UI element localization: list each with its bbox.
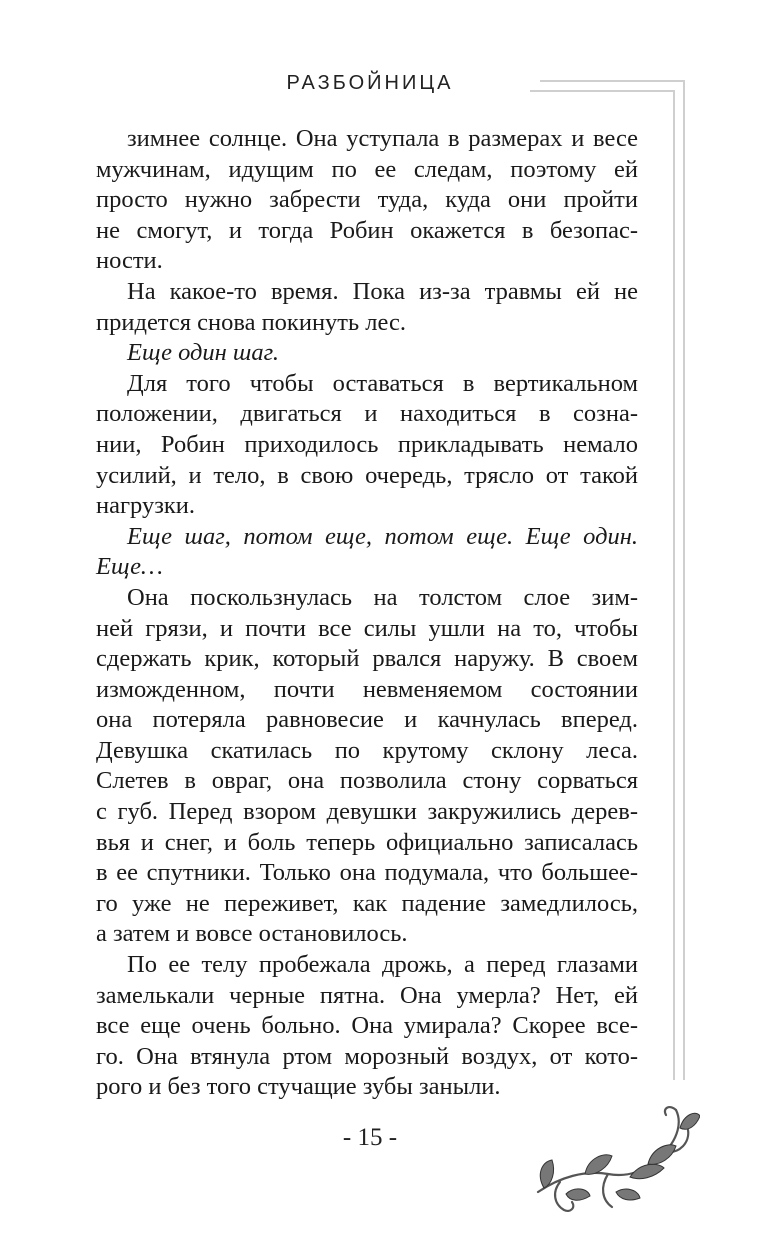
text-line: просто нужно забрести туда, куда они пройти <box>96 186 638 214</box>
text-line: го уже не переживет, как падение замедлилось, <box>96 889 638 917</box>
text-line: придется снова покинуть лес. <box>96 308 407 336</box>
text-line: го. Она втянула ртом морозный воздух, от кото- <box>96 1042 638 1070</box>
text-line: Еще… <box>96 553 163 581</box>
text-line: На какое-то время. Пока из-за травмы ей не <box>127 277 638 305</box>
text-line: нии, Робин приходилось прикладывать немало <box>96 430 638 458</box>
text-line: сдержать крик, который рвался наружу. В своем <box>96 645 638 673</box>
text-line: изможденном, почти невменяемом состоянии <box>96 675 638 703</box>
text-line: а затем и вовсе остановилось. <box>96 920 408 948</box>
text-line: с губ. Перед взором девушки закружились дерев- <box>96 798 638 826</box>
text-line: Слетев в овраг, она позволила стону сорваться <box>96 767 638 795</box>
text-line: усилий, и тело, в свою очередь, трясло от такой <box>96 461 638 489</box>
text-line: По ее телу пробежала дрожь, а перед глазами <box>127 951 638 979</box>
text-line: рого и без того стучащие зубы заныли. <box>96 1073 501 1101</box>
text-line: ности. <box>96 247 163 275</box>
text-line: нагрузки. <box>96 492 196 520</box>
text-line: в ее спутники. Только она подумала, что большее- <box>96 859 638 887</box>
running-head: РАЗБОЙНИЦА <box>286 72 454 94</box>
text-line: Еще шаг, потом еще, потом еще. Еще один. <box>127 522 638 550</box>
frame-line-inner-vertical <box>673 90 675 1080</box>
vine-ornament-icon <box>530 1082 700 1222</box>
text-line: Девушка скатилась по крутому склону леса. <box>96 736 638 764</box>
text-line: положении, двигаться и находиться в созна- <box>96 400 638 428</box>
text-line: Она поскользнулась на толстом слое зим- <box>127 583 638 611</box>
body-text <box>96 124 638 1103</box>
text-line: все еще очень больно. Она умирала? Скорее все- <box>96 1012 638 1040</box>
page-number: - 15 - <box>342 1124 398 1151</box>
text-line: Для того чтобы оставаться в вертикальном <box>127 369 638 397</box>
text-line: вья и снег, и боль теперь официально записалась <box>96 828 638 856</box>
text-line: ней грязи, и почти все силы ушли на то, чтобы <box>96 614 638 642</box>
text-line: мужчинам, идущим по ее следам, поэтому ей <box>96 155 638 183</box>
text-line: не смогут, и тогда Робин окажется в безопас- <box>96 216 638 244</box>
text-line: Еще один шаг. <box>127 339 280 367</box>
frame-line-outer-vertical <box>683 80 685 1080</box>
text-line: замелькали черные пятна. Она умерла? Нет, ей <box>96 981 638 1009</box>
text-line: она потеряла равновесие и качнулась вперед. <box>96 706 638 734</box>
text-line: зимнее солнце. Она уступала в размерах и весе <box>127 125 638 152</box>
